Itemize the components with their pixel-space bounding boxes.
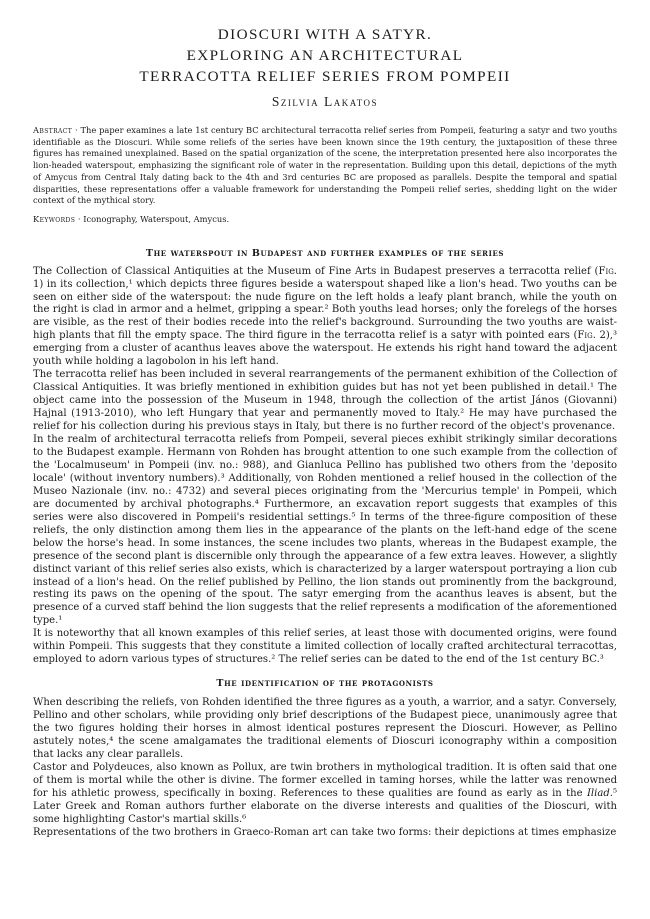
abstract-text: The paper examines a late 1st century BC architectural terracotta relief series from Pompeii, featuring a satyr and two youths identifiable as the Dioscuri. While some reliefs of the series have been known since the 19th century, the juxtaposition of these three figures has remained unexplained. Based on the spatial organization of the scene, the interpretation presented here also incorporates the lion-headed waterspout, emphasizing the significant role of water in the representation. Building upon this detail, depictions of the myth of Amycus from Central Italy dating back to the 4th and 3rd centuries BC are proposed as parallels. Despite the temporal and spatial disparities, these representations offer a valuable framework for understanding the Pompeii relief series, shedding light on the wider context of the mythical story. (33, 125, 617, 206)
paragraph-text: .⁵ Later Greek and Roman authors further elaborate on the diverse interests and qualities of the Dioscuri, with some highlighting Castor's martial skills.⁶ (33, 787, 617, 825)
keywords-label: Keywords (33, 213, 76, 224)
title-line-3: TERRACOTTA RELIEF SERIES FROM POMPEII (139, 68, 511, 85)
abstract (33, 125, 617, 207)
paragraph-text: ) in its collection,¹ which depicts three figures beside a waterspout shaped like a lion's head. Two youths can be seen on either side of the waterspout: the nude figure on the left holds a leafy plant branch, while the youth on the right is clad in armor and a helmet, gripping a spear.² Both youths lead horses; only the forelegs of the horses are visible, as the rest of their bodies recede into the relief's background. Surrounding the two youths are waist-high plants that fill the empty space. The third figure in the terracotta relief is a satyr with pointed ears ( (33, 278, 617, 342)
title-line-2: EXPLORING AN ARCHITECTURAL (186, 47, 464, 64)
section-protagonists-body (33, 697, 617, 839)
figure-ref-2[interactable]: Fig. 2 (577, 330, 606, 342)
abstract-separator: · (72, 125, 81, 135)
body-paragraph: In the realm of architectural terracotta reliefs from Pompeii, several pieces exhibit strikingly similar decorations to the Budapest example. Hermann von Rohden has brought attention to one such example from the collection of the 'Localmuseum' in Pompeii (inv. no.: 988), and Gianluca Pellino has published two others from the 'deposito locale' (without inventory numbers).³ Additionally, von Rohden mentioned a relief housed in the collection of the Museo Nazionale (inv. no.: 4732) and several pieces originating from the 'Mercurius temple' in Pompeii, which are documented by archival photographs.⁴ Furthermore, an excavation report suggests that examples of this series were also discovered in Pompeii's residential settings.⁵ In terms of the three-figure composition of these reliefs, the only distinction among them lies in the appearance of the plants on the left-hand edge of the scene below the horse's head. In some instances, the scene includes two plants, whereas in the Budapest example, the presence of the second plant is discernible only through the appearance of a few extra leaves. However, a slightly distinct variant of this relief series also exists, which is characterized by a larger waterspout portraying a lion cub instead of a lion's head. On the relief published by Pellino, the lion stands out prominently from the background, resting its paws on the opening of the spout. The satyr emerging from the acanthus leaves is absent, but the presence of a curved staff behind the lion suggests that the relief represents a modification of the aforementioned type.¹ (33, 434, 617, 627)
keywords-text: Iconography, Waterspout, Amycus. (83, 213, 230, 224)
title-line-1: DIOSCURI WITH A SATYR. (217, 26, 433, 43)
keywords-separator: · (75, 213, 84, 224)
paragraph-text: The Collection of Classical Antiquities at the Museum of Fine Arts in Budapest preserves a terracotta relief ( (33, 265, 599, 277)
body-paragraph: When describing the reliefs, von Rohden identified the three figures as a youth, a warrior, and a satyr. Conversely, Pellino and other scholars, while providing only brief descriptions of the Budapest piece, unanimously agree that the two figures holding their horses in almost identical postures represent the Dioscuri. However, as Pellino astutely notes,⁴ the scene amalgamates the traditional elements of Dioscuri iconography within a composition that lacks any clear parallels. (33, 697, 617, 760)
keywords (33, 214, 617, 226)
paragraph-text: ),³ emerging from a cluster of acanthus leaves above the waterspout. He extends his right hand toward the adjacent youth while holding a lagobolon in his left hand. (33, 330, 617, 368)
iliad-title: Iliad (586, 787, 610, 799)
section-waterspout-body (33, 266, 617, 668)
body-paragraph (33, 762, 617, 827)
section-heading-waterspout: The waterspout in Budapest and further examples of the series (145, 247, 505, 259)
paragraph-text: Castor and Polydeuces, also known as Pollux, are twin brothers in mythological tradition. It is often said that one of them is mortal while the other is divine. The former excelled in taming horses, while the latter was renowned for his athletic prowess, specifically in boxing. References to these qualities are found as early as in the (33, 761, 617, 799)
body-paragraph: The terracotta relief has been included in several rearrangements of the permanent exhibition of the Collection of Classical Antiquities. It was briefly mentioned in exhibition guides but has not yet been published in detail.¹ The object came into the possession of the Museum in 1948, through the collection of the artist János (Giovanni) Hajnal (1913-2010), who left Hungary that year and permanently moved to Italy.² He may have purchased the relief for his collection during his previous stays in Italy, but there is no further record of the object's provenance. (33, 369, 617, 433)
body-paragraph: It is noteworthy that all known examples of this relief series, at least those with documented origins, were found within Pompeii. This suggests that they constitute a limited collection of locally crafted architectural terracottas, employed to adorn various types of structures.² The relief series can be dated to the end of the 1st century BC.³ (33, 628, 617, 666)
body-paragraph (33, 266, 617, 370)
paper-page (33, 24, 617, 840)
author-name: Szilvia Lakatos (271, 94, 379, 109)
figure-ref-1[interactable]: Fig. 1 (33, 265, 617, 290)
body-paragraph: Representations of the two brothers in Graeco-Roman art can take two forms: their depictions at times emphasize (33, 826, 617, 838)
section-heading-protagonists: The identification of the protagonists (216, 678, 434, 690)
paper-title (33, 24, 617, 87)
abstract-label: Abstract (33, 125, 73, 135)
